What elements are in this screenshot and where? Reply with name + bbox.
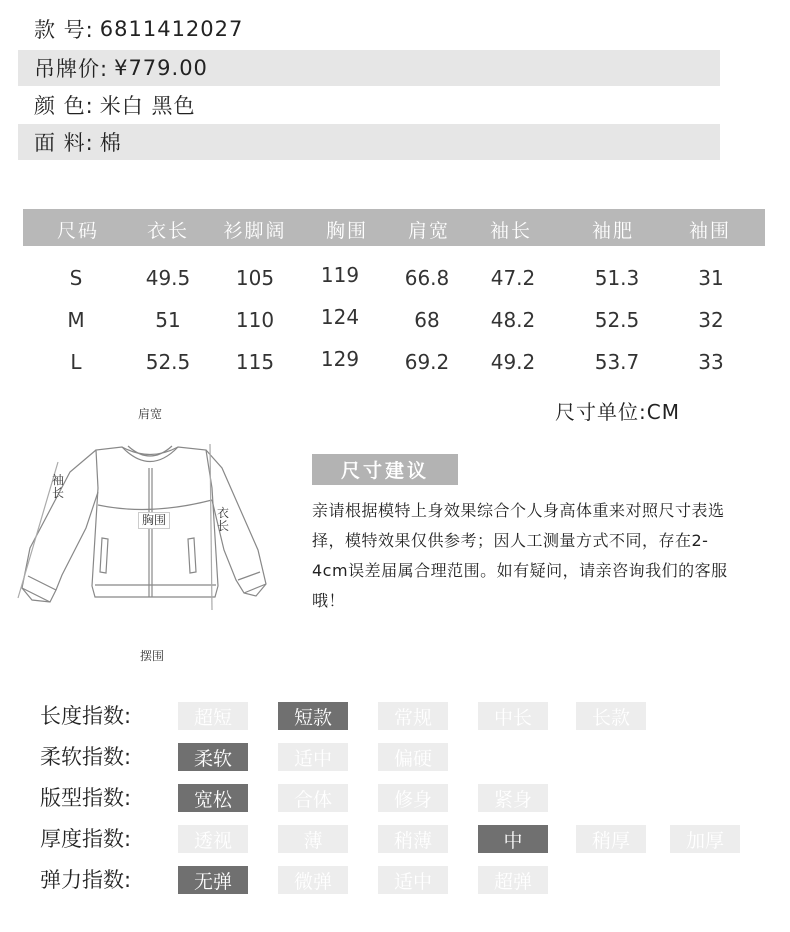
chip-option: 透视 (178, 825, 248, 853)
header-sleeve-length: 袖长 (489, 220, 533, 242)
label-shoulder: 肩宽 (138, 407, 163, 421)
style-no-label: 款 号: (34, 18, 94, 42)
table-cell: 110 (235, 308, 275, 332)
table-cell: 66.8 (404, 266, 450, 290)
info-tag-price (18, 50, 720, 86)
fabric-label: 面 料: (34, 131, 94, 155)
table-cell: 119 (320, 263, 360, 287)
index-label: 版型指数: (40, 786, 132, 810)
chip-option: 紧身 (478, 784, 548, 812)
chip-option-active: 短款 (278, 702, 348, 730)
table-cell: 51 (155, 308, 181, 332)
advice-text: 亲请根据模特上身效果综合个人身高体重来对照尺寸表选择，模特效果仅供参考；因人工测量方式不同，存在2-4cm误差届属合理范围。如有疑问，请亲咨询我们的客服哦！ (312, 501, 728, 610)
chip-option: 合体 (278, 784, 348, 812)
jacket-diagram (10, 400, 290, 670)
table-row-m (23, 305, 765, 338)
table-cell: 47.2 (490, 266, 536, 290)
chip-option: 薄 (278, 825, 348, 853)
chip-option-active: 中 (478, 825, 548, 853)
chip-option: 微弹 (278, 866, 348, 894)
table-cell: S (69, 266, 83, 290)
header-size: 尺码 (56, 220, 100, 242)
tag-price-label: 吊牌价: (34, 57, 109, 81)
chip-option: 加厚 (670, 825, 740, 853)
label-sleeve-length: 袖 长 (52, 473, 65, 500)
header-cuff: 袖围 (688, 220, 732, 242)
table-cell: L (70, 350, 82, 374)
table-cell: 52.5 (145, 350, 191, 374)
chip-option: 常规 (378, 702, 448, 730)
table-row-l (23, 347, 765, 380)
table-cell: 33 (698, 350, 724, 374)
table-cell: 105 (235, 266, 275, 290)
table-cell: 48.2 (490, 308, 536, 332)
table-cell: 51.3 (594, 266, 640, 290)
size-unit: 尺寸单位:CM (555, 400, 680, 424)
label-chest: 胸围 (138, 512, 170, 529)
table-cell: 124 (320, 305, 360, 329)
table-cell: 69.2 (404, 350, 450, 374)
table-cell: 32 (698, 308, 724, 332)
header-chest: 胸围 (325, 220, 369, 242)
chip-option-active: 宽松 (178, 784, 248, 812)
chip-option: 超短 (178, 702, 248, 730)
index-label: 柔软指数: (40, 745, 132, 769)
index-label: 长度指数: (40, 704, 132, 728)
header-hem: 衫脚阔 (223, 220, 287, 242)
chip-option-active: 柔软 (178, 743, 248, 771)
chip-option: 长款 (576, 702, 646, 730)
chip-option: 超弹 (478, 866, 548, 894)
table-cell: 115 (235, 350, 275, 374)
tag-price-value: ¥779.00 (114, 56, 208, 80)
table-cell: 68 (414, 308, 440, 332)
header-sleeve-width: 袖肥 (591, 220, 635, 242)
table-cell: 129 (320, 347, 360, 371)
color-value: 米白 黑色 (99, 94, 196, 118)
info-fabric (18, 124, 720, 160)
color-label: 颜 色: (34, 94, 94, 118)
table-cell: 52.5 (594, 308, 640, 332)
fabric-value: 棉 (99, 131, 122, 155)
chip-option: 稍厚 (576, 825, 646, 853)
table-cell: 31 (698, 266, 724, 290)
style-no-value: 6811412027 (99, 17, 244, 41)
advice-title: 尺寸建议 (312, 454, 458, 485)
chip-option: 适中 (378, 866, 448, 894)
label-length: 衣 长 (217, 506, 230, 533)
table-row-s (23, 263, 765, 296)
index-label: 厚度指数: (40, 827, 132, 851)
header-length: 衣长 (146, 220, 190, 242)
jacket-outline-icon (10, 400, 290, 670)
label-hem: 摆围 (140, 649, 165, 663)
info-style-no (18, 11, 720, 47)
chip-option: 偏硬 (378, 743, 448, 771)
table-cell: 49.5 (145, 266, 191, 290)
chip-option: 稍薄 (378, 825, 448, 853)
chip-option: 中长 (478, 702, 548, 730)
chip-option: 适中 (278, 743, 348, 771)
chip-option: 修身 (378, 784, 448, 812)
table-cell: M (67, 308, 85, 332)
header-shoulder: 肩宽 (407, 220, 451, 242)
chip-option-active: 无弹 (178, 866, 248, 894)
table-cell: 49.2 (490, 350, 536, 374)
index-label: 弹力指数: (40, 868, 132, 892)
info-color (18, 87, 720, 123)
size-table-header (23, 209, 765, 246)
table-cell: 53.7 (594, 350, 640, 374)
